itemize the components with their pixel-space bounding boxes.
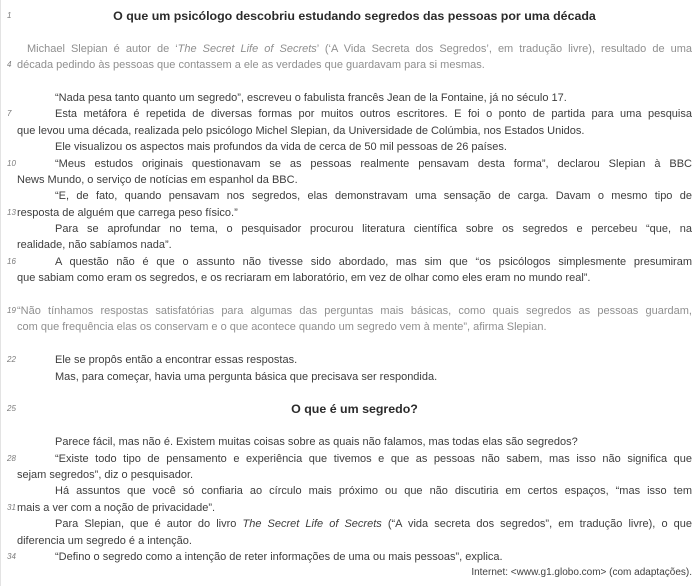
text-line <box>1 467 700 483</box>
text-line <box>1 369 700 385</box>
line-number: 7 <box>7 109 12 119</box>
line-number: 4 <box>7 60 12 70</box>
text-segment: News Mundo, o serviço de notícias em espanhol da BBC. <box>17 173 298 186</box>
line-number <box>1 188 17 204</box>
book-title-italic: The Secret Life of Secrets <box>177 42 317 55</box>
text-line <box>1 139 700 155</box>
line-text <box>17 352 692 368</box>
text-lines <box>1 8 700 565</box>
text-segment: sejam segredos”, diz o pesquisador. <box>17 468 194 481</box>
line-text <box>17 188 692 204</box>
line-text <box>17 319 692 335</box>
line-text <box>17 270 692 286</box>
line-number: 19 <box>7 306 16 316</box>
line-number <box>1 24 17 40</box>
line-number <box>1 369 17 385</box>
page-title <box>17 8 692 24</box>
text-line <box>1 254 700 270</box>
line-number <box>1 237 17 253</box>
text-line <box>1 123 700 139</box>
text-segment: Esta metáfora é repetida de diversas formas por muitos outros escritores. E foi o ponto de partida para uma pesquisa <box>55 108 692 121</box>
line-text <box>17 24 692 40</box>
text-line <box>1 483 700 499</box>
line-text <box>17 221 692 237</box>
line-number <box>1 41 17 57</box>
text-segment: Ele se propôs então a encontrar essas respostas. <box>55 354 298 367</box>
text-segment: Ele visualizou os aspectos mais profundos da vida de cerca de 50 mil pessoas de 26 países. <box>55 141 507 154</box>
text-line <box>1 319 700 335</box>
text-line <box>1 451 700 467</box>
line-text <box>17 303 692 319</box>
text-line <box>1 221 700 237</box>
line-number <box>1 123 17 139</box>
text-segment: com que frequência elas os conservam e o que acontece quando um segredo vem à mente”, afirma Slepian. <box>17 321 547 334</box>
text-line <box>1 205 700 221</box>
text-segment: “Defino o segredo como a intenção de reter informações de uma ou mais pessoas”, explica. <box>55 550 503 563</box>
text-segment: Há assuntos que você só confiaria ao círculo mais próximo ou que não discutiria em certos espaços, “mas isso tem <box>55 485 692 498</box>
text-line <box>1 352 700 368</box>
line-text <box>17 74 692 90</box>
text-line <box>1 106 700 122</box>
line-text <box>17 139 692 155</box>
source-citation: Internet: <www.g1.globo.com> (com adaptações). <box>471 567 692 579</box>
line-number <box>1 139 17 155</box>
text-segment: mais a ver com a noção de privacidade”. <box>17 501 216 514</box>
line-text <box>17 287 692 303</box>
text-segment: “Existe todo tipo de pensamento e experiência que tivemos e que as pessoas não sabem, mas isso não significa que <box>55 452 692 465</box>
text-line <box>1 549 700 565</box>
text-segment: “E, de fato, quando pensavam nos segredos, elas demonstravam uma sensação de carga. Davam o mesmo tipo de <box>55 190 692 203</box>
text-segment: “Não tínhamos respostas satisfatórias para algumas das perguntas mais básicas, como quais segredos as pessoas guardam, <box>17 305 692 318</box>
line-number <box>1 74 17 90</box>
line-text <box>17 237 692 253</box>
text-segment: que levou uma década, realizada pelo psicólogo Michel Slepian, da Universidade de Colúmbia, nos Estados Unidos. <box>17 124 585 137</box>
line-number: 31 <box>7 502 16 512</box>
text-segment: O que um psicólogo descobriu estudando segredos das pessoas por uma década <box>113 9 596 23</box>
text-line <box>1 57 700 73</box>
text-line <box>1 90 700 106</box>
line-text <box>17 254 692 270</box>
blank-line <box>1 418 700 434</box>
line-number <box>1 434 17 450</box>
text-line <box>1 500 700 516</box>
line-text <box>17 533 692 549</box>
text-segment: Para se aprofundar no tema, o pesquisador procurou literatura científica sobre os segredos e percebeu “que, na <box>55 223 692 236</box>
line-number <box>1 385 17 401</box>
text-segment: década pedindo às pessoas que contassem a ele as verdades que guardavam para si mesmas. <box>17 59 485 72</box>
text-segment: ’ (‘A Vida Secreta dos Segredos’, em tradução livre), resultado de uma <box>316 42 692 55</box>
text-line <box>1 401 700 417</box>
text-segment: resposta de alguém que carrega peso físico.” <box>17 206 238 219</box>
line-text <box>17 418 692 434</box>
line-number <box>1 319 17 335</box>
text-line <box>1 303 700 319</box>
text-segment: que sabiam como eram os segredos, e os recriaram em laboratório, em vez de olhar como eles eram no mundo real”. <box>17 272 591 285</box>
blank-line <box>1 385 700 401</box>
line-text <box>17 336 692 352</box>
line-number <box>1 221 17 237</box>
line-text <box>17 467 692 483</box>
line-text <box>17 123 692 139</box>
text-segment: Michael Slepian é autor de ‘ <box>27 42 178 55</box>
text-line <box>1 156 700 172</box>
line-number <box>1 418 17 434</box>
line-text <box>17 57 692 73</box>
line-number: 13 <box>7 207 16 217</box>
blank-line <box>1 336 700 352</box>
line-number <box>1 533 17 549</box>
blank-line <box>1 74 700 90</box>
line-number: 22 <box>7 355 16 365</box>
text-segment: diferencia um segredo é a intenção. <box>17 534 192 547</box>
line-text <box>17 90 692 106</box>
line-number <box>1 270 17 286</box>
line-text <box>17 106 692 122</box>
text-line <box>1 188 700 204</box>
line-number <box>1 467 17 483</box>
text-line <box>1 41 700 57</box>
line-text <box>17 205 692 221</box>
line-number: 1 <box>7 11 12 20</box>
text-segment: realidade, não sabíamos nada”. <box>17 239 172 252</box>
line-text <box>17 385 692 401</box>
section-heading <box>17 401 692 417</box>
line-number: 28 <box>7 453 16 463</box>
line-number <box>1 90 17 106</box>
text-segment: (“A vida secreta dos segredos”, em tradução livre), o que <box>381 518 692 531</box>
text-line <box>1 270 700 286</box>
line-text <box>17 516 692 532</box>
text-line <box>1 516 700 532</box>
blank-line <box>1 287 700 303</box>
line-text <box>17 156 692 172</box>
line-text <box>17 434 692 450</box>
line-text <box>17 500 692 516</box>
book-title-italic: The Secret Life of Secrets <box>242 518 382 531</box>
blank-line <box>1 24 700 40</box>
text-segment: Parece fácil, mas não é. Existem muitas coisas sobre as quais não falamos, mas todas elas são segredos? <box>55 436 578 449</box>
line-text <box>17 483 692 499</box>
line-number: 34 <box>7 551 16 561</box>
line-number <box>1 516 17 532</box>
line-number: 10 <box>7 158 16 168</box>
text-segment: “Meus estudos originais questionavam se as pessoas realmente pensavam desta forma”, declarou Slepian à BBC <box>55 157 692 170</box>
text-line <box>1 434 700 450</box>
line-text <box>17 41 692 57</box>
text-segment: O que é um segredo? <box>291 402 418 417</box>
text-line <box>1 237 700 253</box>
text-line <box>1 8 700 24</box>
line-text <box>17 369 692 385</box>
text-segment: “Nada pesa tanto quanto um segredo”, escreveu o fabulista francês Jean de la Fontaine, já no século 17. <box>55 91 567 104</box>
text-segment: Para Slepian, que é autor do livro <box>55 518 243 531</box>
text-segment: Mas, para começar, havia uma pergunta básica que precisava ser respondida. <box>55 370 438 383</box>
line-text <box>17 549 692 565</box>
line-number <box>1 336 17 352</box>
line-number <box>1 287 17 303</box>
line-number: 16 <box>7 256 16 266</box>
text-line <box>1 172 700 188</box>
text-segment: A questão não é que o assunto não tivesse sido abordado, mas sim que “os psicólogos simplesmente presumiram <box>55 255 692 268</box>
line-number <box>1 172 17 188</box>
line-number: 25 <box>7 404 16 414</box>
line-text <box>17 451 692 467</box>
line-number <box>1 483 17 499</box>
text-line <box>1 533 700 549</box>
line-text <box>17 172 692 188</box>
